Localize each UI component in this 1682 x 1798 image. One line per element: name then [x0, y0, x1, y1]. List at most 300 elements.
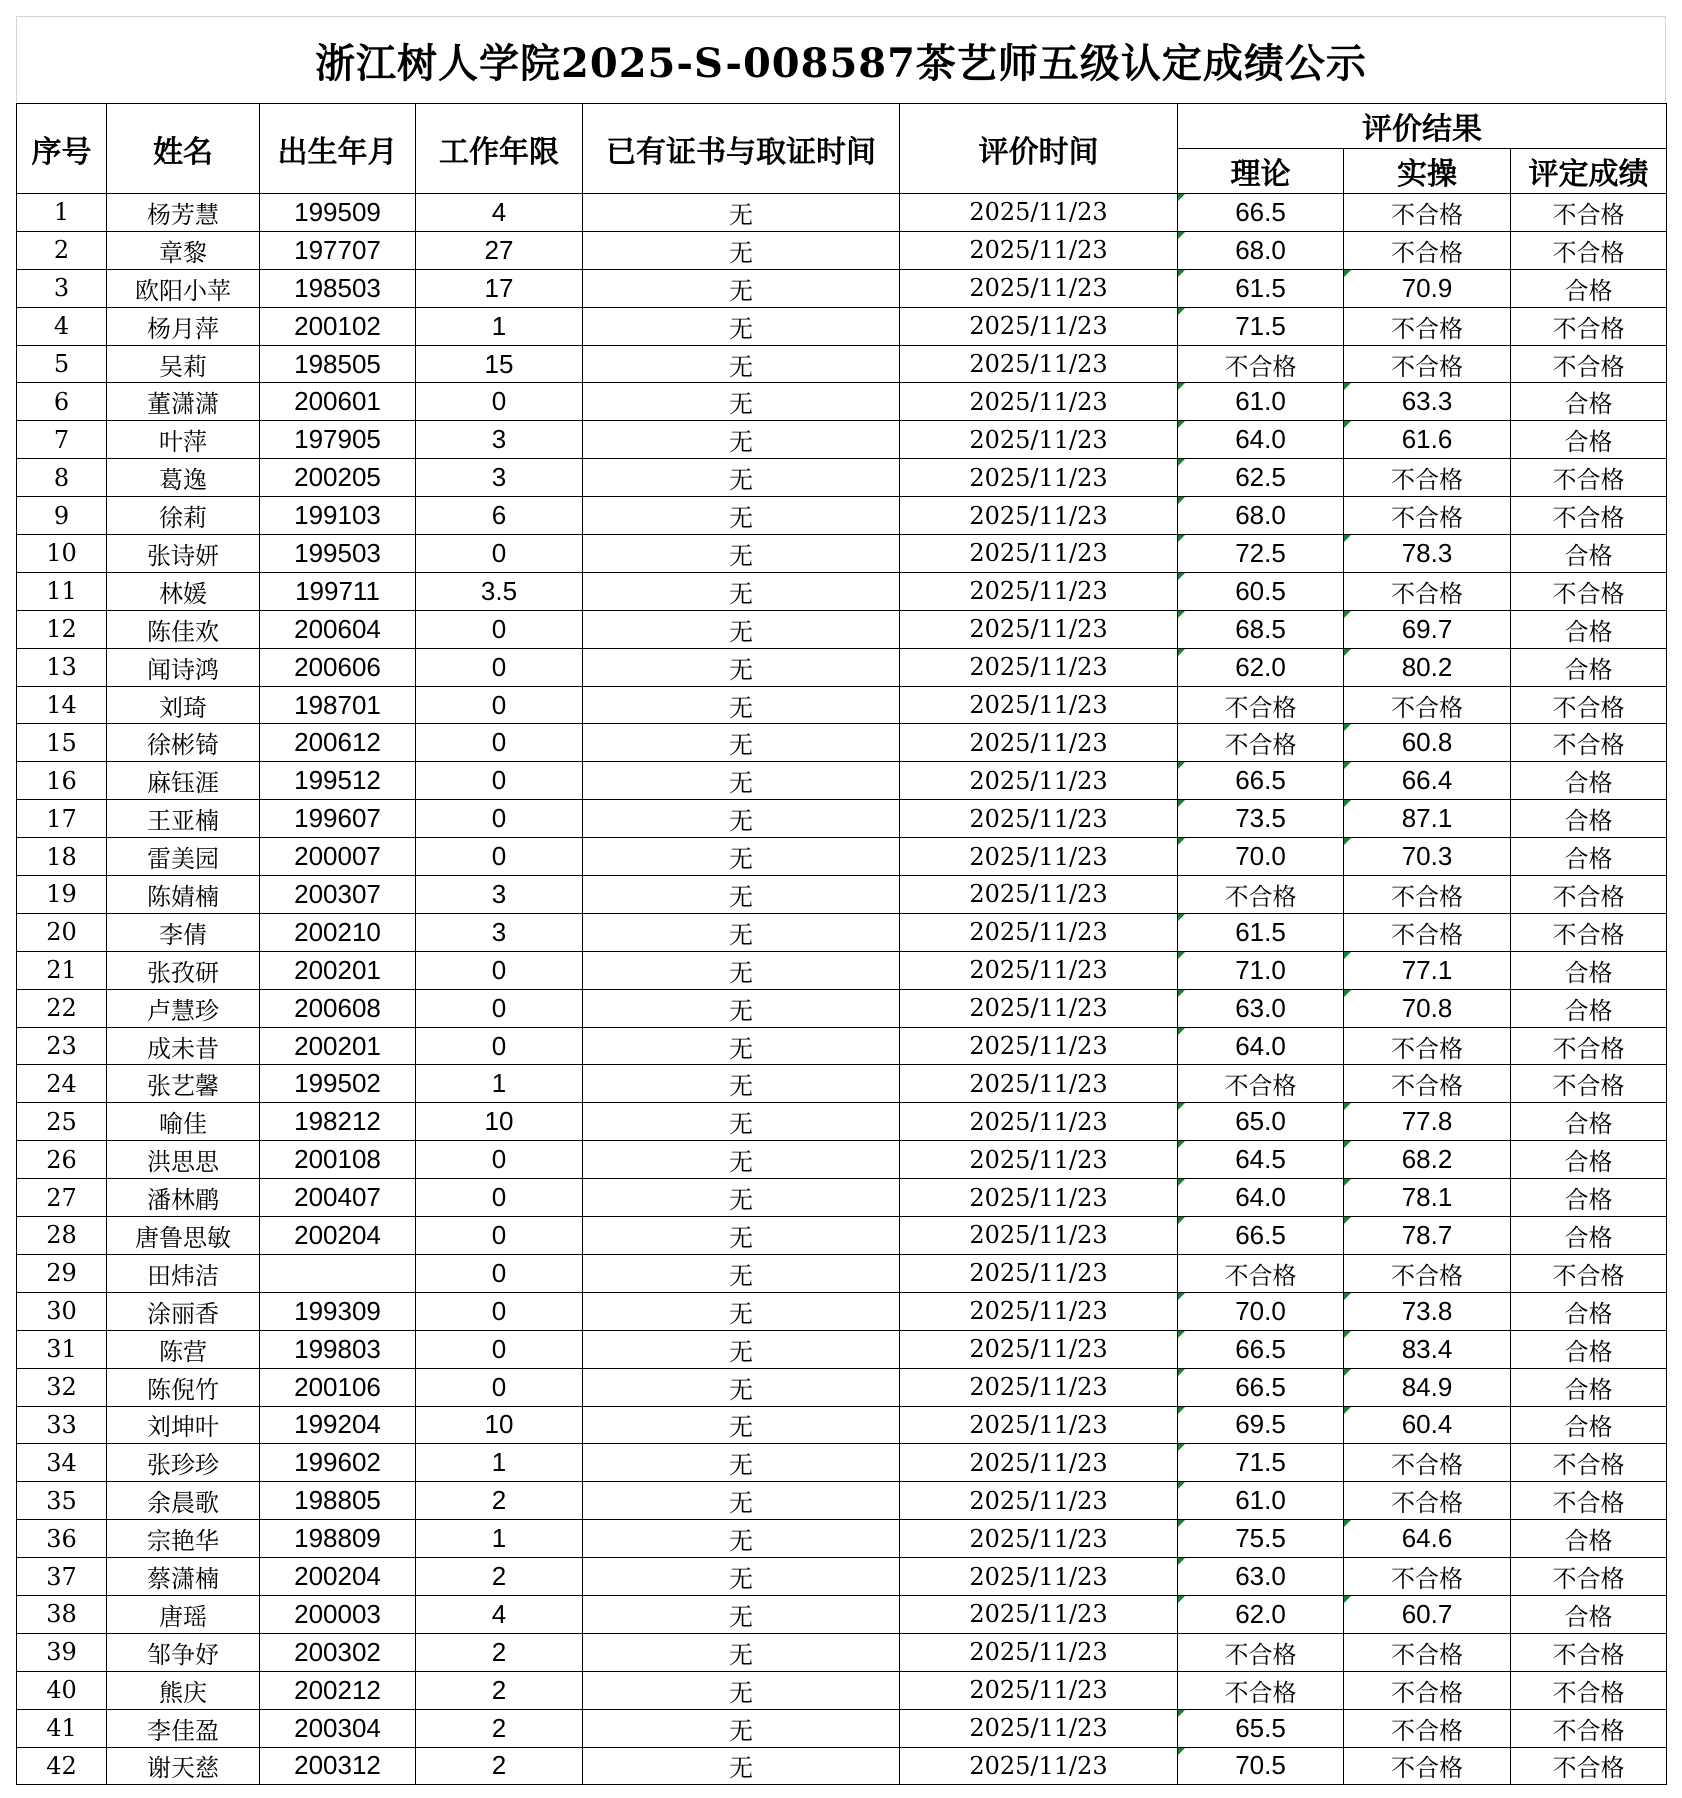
- practice-cell: 不合格: [1344, 1633, 1511, 1671]
- name-cell: 陈倪竹: [107, 1368, 260, 1406]
- table-row: [17, 345, 1667, 383]
- table-row: [17, 1709, 1667, 1747]
- seq-cell: 37: [17, 1558, 107, 1596]
- final-cell: 不合格: [1511, 1558, 1667, 1596]
- eval-time-cell: 2025/11/23: [900, 1179, 1178, 1217]
- final-cell: 不合格: [1511, 1254, 1667, 1292]
- theory-cell: 60.5: [1178, 572, 1344, 610]
- eval-time-cell: 2025/11/23: [900, 459, 1178, 497]
- seq-cell: 19: [17, 876, 107, 914]
- header-result-group: 评价结果: [1178, 104, 1667, 149]
- work-years-cell: 3.5: [416, 572, 583, 610]
- seq-cell: 36: [17, 1520, 107, 1558]
- birth-cell: 200606: [260, 648, 416, 686]
- theory-cell: 不合格: [1178, 1671, 1344, 1709]
- work-years-cell: 1: [416, 1520, 583, 1558]
- practice-cell: 不合格: [1344, 497, 1511, 535]
- eval-time-cell: 2025/11/23: [900, 1368, 1178, 1406]
- final-cell: 合格: [1511, 1141, 1667, 1179]
- name-cell: 成未昔: [107, 1027, 260, 1065]
- eval-time-cell: 2025/11/23: [900, 535, 1178, 573]
- table-row: [17, 1254, 1667, 1292]
- birth-cell: 199607: [260, 800, 416, 838]
- practice-cell: 73.8: [1344, 1292, 1511, 1330]
- certificate-cell: 无: [583, 762, 900, 800]
- final-cell: 不合格: [1511, 497, 1667, 535]
- practice-cell: 70.3: [1344, 838, 1511, 876]
- name-cell: 张艺馨: [107, 1065, 260, 1103]
- seq-cell: 42: [17, 1747, 107, 1785]
- theory-cell: 64.0: [1178, 421, 1344, 459]
- name-cell: 欧阳小苹: [107, 269, 260, 307]
- name-cell: 熊庆: [107, 1671, 260, 1709]
- table-row: [17, 876, 1667, 914]
- theory-cell: 70.0: [1178, 838, 1344, 876]
- name-cell: 洪思思: [107, 1141, 260, 1179]
- work-years-cell: 0: [416, 1254, 583, 1292]
- eval-time-cell: 2025/11/23: [900, 1633, 1178, 1671]
- practice-cell: 不合格: [1344, 913, 1511, 951]
- final-cell: 不合格: [1511, 194, 1667, 232]
- seq-cell: 8: [17, 459, 107, 497]
- seq-cell: 3: [17, 269, 107, 307]
- final-cell: 不合格: [1511, 1747, 1667, 1785]
- table-row: [17, 1027, 1667, 1065]
- certificate-cell: 无: [583, 1368, 900, 1406]
- table-row: [17, 1141, 1667, 1179]
- birth-cell: 200407: [260, 1179, 416, 1217]
- final-cell: 合格: [1511, 1368, 1667, 1406]
- certificate-cell: 无: [583, 838, 900, 876]
- birth-cell: 200212: [260, 1671, 416, 1709]
- theory-cell: 68.0: [1178, 231, 1344, 269]
- theory-cell: 65.5: [1178, 1709, 1344, 1747]
- eval-time-cell: 2025/11/23: [900, 876, 1178, 914]
- birth-cell: 200304: [260, 1709, 416, 1747]
- theory-cell: 64.5: [1178, 1141, 1344, 1179]
- table-row: [17, 1217, 1667, 1255]
- final-cell: 不合格: [1511, 913, 1667, 951]
- work-years-cell: 3: [416, 459, 583, 497]
- birth-cell: 198505: [260, 345, 416, 383]
- work-years-cell: 2: [416, 1633, 583, 1671]
- header-work-years: 工作年限: [416, 104, 583, 194]
- seq-cell: 26: [17, 1141, 107, 1179]
- final-cell: 不合格: [1511, 1633, 1667, 1671]
- table-row: [17, 686, 1667, 724]
- work-years-cell: 0: [416, 989, 583, 1027]
- seq-cell: 2: [17, 231, 107, 269]
- work-years-cell: 0: [416, 686, 583, 724]
- certificate-cell: 无: [583, 1747, 900, 1785]
- theory-cell: 不合格: [1178, 686, 1344, 724]
- practice-cell: 不合格: [1344, 1065, 1511, 1103]
- eval-time-cell: 2025/11/23: [900, 1027, 1178, 1065]
- practice-cell: 不合格: [1344, 1747, 1511, 1785]
- certificate-cell: 无: [583, 459, 900, 497]
- table-row: [17, 1406, 1667, 1444]
- eval-time-cell: 2025/11/23: [900, 762, 1178, 800]
- practice-cell: 60.7: [1344, 1595, 1511, 1633]
- name-cell: 麻钰涯: [107, 762, 260, 800]
- name-cell: 章黎: [107, 231, 260, 269]
- seq-cell: 10: [17, 535, 107, 573]
- table-row: [17, 535, 1667, 573]
- birth-cell: 199103: [260, 497, 416, 535]
- eval-time-cell: 2025/11/23: [900, 989, 1178, 1027]
- eval-time-cell: 2025/11/23: [900, 345, 1178, 383]
- name-cell: 吴莉: [107, 345, 260, 383]
- practice-cell: 77.8: [1344, 1103, 1511, 1141]
- name-cell: 田炜洁: [107, 1254, 260, 1292]
- practice-cell: 不合格: [1344, 1558, 1511, 1596]
- birth-cell: 200201: [260, 1027, 416, 1065]
- certificate-cell: 无: [583, 913, 900, 951]
- theory-cell: 69.5: [1178, 1406, 1344, 1444]
- work-years-cell: 0: [416, 1141, 583, 1179]
- practice-cell: 不合格: [1344, 194, 1511, 232]
- seq-cell: 1: [17, 194, 107, 232]
- eval-time-cell: 2025/11/23: [900, 231, 1178, 269]
- theory-cell: 68.5: [1178, 610, 1344, 648]
- birth-cell: 200007: [260, 838, 416, 876]
- table-row: [17, 1103, 1667, 1141]
- birth-cell: 200204: [260, 1217, 416, 1255]
- header-theory: 理论: [1178, 149, 1344, 194]
- theory-cell: 71.5: [1178, 307, 1344, 345]
- work-years-cell: 10: [416, 1406, 583, 1444]
- eval-time-cell: 2025/11/23: [900, 194, 1178, 232]
- practice-cell: 70.9: [1344, 269, 1511, 307]
- seq-cell: 40: [17, 1671, 107, 1709]
- final-cell: 合格: [1511, 269, 1667, 307]
- birth-cell: 200205: [260, 459, 416, 497]
- birth-cell: 199711: [260, 572, 416, 610]
- table-row: [17, 1330, 1667, 1368]
- work-years-cell: 15: [416, 345, 583, 383]
- table-row: [17, 762, 1667, 800]
- seq-cell: 38: [17, 1595, 107, 1633]
- name-cell: 杨月萍: [107, 307, 260, 345]
- seq-cell: 31: [17, 1330, 107, 1368]
- certificate-cell: 无: [583, 648, 900, 686]
- theory-cell: 不合格: [1178, 724, 1344, 762]
- eval-time-cell: 2025/11/23: [900, 1558, 1178, 1596]
- certificate-cell: 无: [583, 1482, 900, 1520]
- seq-cell: 25: [17, 1103, 107, 1141]
- seq-cell: 29: [17, 1254, 107, 1292]
- practice-cell: 不合格: [1344, 876, 1511, 914]
- name-cell: 叶萍: [107, 421, 260, 459]
- work-years-cell: 17: [416, 269, 583, 307]
- final-cell: 不合格: [1511, 1065, 1667, 1103]
- seq-cell: 14: [17, 686, 107, 724]
- theory-cell: 不合格: [1178, 1065, 1344, 1103]
- theory-cell: 71.5: [1178, 1444, 1344, 1482]
- birth-cell: 198809: [260, 1520, 416, 1558]
- practice-cell: 78.7: [1344, 1217, 1511, 1255]
- table-row: [17, 1595, 1667, 1633]
- seq-cell: 4: [17, 307, 107, 345]
- certificate-cell: 无: [583, 307, 900, 345]
- certificate-cell: 无: [583, 231, 900, 269]
- theory-cell: 66.5: [1178, 1217, 1344, 1255]
- certificate-cell: 无: [583, 1179, 900, 1217]
- header-name: 姓名: [107, 104, 260, 194]
- theory-cell: 63.0: [1178, 989, 1344, 1027]
- work-years-cell: 1: [416, 1065, 583, 1103]
- final-cell: 合格: [1511, 989, 1667, 1027]
- certificate-cell: 无: [583, 1330, 900, 1368]
- final-cell: 合格: [1511, 1179, 1667, 1217]
- final-cell: 不合格: [1511, 459, 1667, 497]
- eval-time-cell: 2025/11/23: [900, 1671, 1178, 1709]
- work-years-cell: 10: [416, 1103, 583, 1141]
- table-body: [17, 194, 1667, 1785]
- practice-cell: 不合格: [1344, 231, 1511, 269]
- work-years-cell: 0: [416, 800, 583, 838]
- eval-time-cell: 2025/11/23: [900, 269, 1178, 307]
- practice-cell: 68.2: [1344, 1141, 1511, 1179]
- seq-cell: 18: [17, 838, 107, 876]
- birth-cell: 200307: [260, 876, 416, 914]
- name-cell: 谢天慈: [107, 1747, 260, 1785]
- certificate-cell: 无: [583, 1444, 900, 1482]
- name-cell: 张诗妍: [107, 535, 260, 573]
- header-seq: 序号: [17, 104, 107, 194]
- theory-cell: 72.5: [1178, 535, 1344, 573]
- name-cell: 徐彬锜: [107, 724, 260, 762]
- work-years-cell: 1: [416, 307, 583, 345]
- certificate-cell: 无: [583, 800, 900, 838]
- final-cell: 不合格: [1511, 345, 1667, 383]
- header-practice: 实操: [1344, 149, 1511, 194]
- final-cell: 不合格: [1511, 231, 1667, 269]
- final-cell: 合格: [1511, 1520, 1667, 1558]
- name-cell: 刘坤叶: [107, 1406, 260, 1444]
- work-years-cell: 3: [416, 913, 583, 951]
- birth-cell: 200612: [260, 724, 416, 762]
- seq-cell: 24: [17, 1065, 107, 1103]
- certificate-cell: 无: [583, 1520, 900, 1558]
- certificate-cell: 无: [583, 876, 900, 914]
- theory-cell: 不合格: [1178, 876, 1344, 914]
- name-cell: 闻诗鸿: [107, 648, 260, 686]
- final-cell: 不合格: [1511, 1444, 1667, 1482]
- work-years-cell: 0: [416, 1217, 583, 1255]
- seq-cell: 7: [17, 421, 107, 459]
- practice-cell: 78.1: [1344, 1179, 1511, 1217]
- work-years-cell: 0: [416, 1179, 583, 1217]
- theory-cell: 61.5: [1178, 269, 1344, 307]
- final-cell: 不合格: [1511, 307, 1667, 345]
- final-cell: 合格: [1511, 800, 1667, 838]
- table-row: [17, 497, 1667, 535]
- eval-time-cell: 2025/11/23: [900, 1595, 1178, 1633]
- name-cell: 卢慧珍: [107, 989, 260, 1027]
- theory-cell: 66.5: [1178, 1330, 1344, 1368]
- certificate-cell: 无: [583, 1141, 900, 1179]
- seq-cell: 32: [17, 1368, 107, 1406]
- seq-cell: 33: [17, 1406, 107, 1444]
- name-cell: 董潇潇: [107, 383, 260, 421]
- final-cell: 不合格: [1511, 686, 1667, 724]
- name-cell: 杨芳慧: [107, 194, 260, 232]
- work-years-cell: 0: [416, 724, 583, 762]
- table-row: [17, 459, 1667, 497]
- certificate-cell: 无: [583, 1065, 900, 1103]
- eval-time-cell: 2025/11/23: [900, 648, 1178, 686]
- table-row: [17, 1444, 1667, 1482]
- theory-cell: 61.0: [1178, 383, 1344, 421]
- table-row: [17, 1292, 1667, 1330]
- theory-cell: 65.0: [1178, 1103, 1344, 1141]
- eval-time-cell: 2025/11/23: [900, 1103, 1178, 1141]
- practice-cell: 63.3: [1344, 383, 1511, 421]
- seq-cell: 12: [17, 610, 107, 648]
- birth-cell: 200106: [260, 1368, 416, 1406]
- theory-cell: 75.5: [1178, 1520, 1344, 1558]
- birth-cell: 200003: [260, 1595, 416, 1633]
- final-cell: 合格: [1511, 421, 1667, 459]
- work-years-cell: 0: [416, 1330, 583, 1368]
- certificate-cell: 无: [583, 572, 900, 610]
- work-years-cell: 0: [416, 383, 583, 421]
- certificate-cell: 无: [583, 724, 900, 762]
- birth-cell: 200608: [260, 989, 416, 1027]
- practice-cell: 不合格: [1344, 686, 1511, 724]
- certificate-cell: 无: [583, 497, 900, 535]
- eval-time-cell: 2025/11/23: [900, 497, 1178, 535]
- certificate-cell: 无: [583, 1217, 900, 1255]
- eval-time-cell: 2025/11/23: [900, 1141, 1178, 1179]
- table-row: [17, 724, 1667, 762]
- theory-cell: 62.0: [1178, 648, 1344, 686]
- final-cell: 合格: [1511, 762, 1667, 800]
- work-years-cell: 0: [416, 1292, 583, 1330]
- final-cell: 合格: [1511, 1292, 1667, 1330]
- theory-cell: 68.0: [1178, 497, 1344, 535]
- work-years-cell: 6: [416, 497, 583, 535]
- eval-time-cell: 2025/11/23: [900, 1406, 1178, 1444]
- birth-cell: 198805: [260, 1482, 416, 1520]
- practice-cell: 不合格: [1344, 1671, 1511, 1709]
- seq-cell: 27: [17, 1179, 107, 1217]
- birth-cell: 197905: [260, 421, 416, 459]
- name-cell: 张孜研: [107, 951, 260, 989]
- seq-cell: 21: [17, 951, 107, 989]
- final-cell: 不合格: [1511, 1482, 1667, 1520]
- birth-cell: 200312: [260, 1747, 416, 1785]
- certificate-cell: 无: [583, 1254, 900, 1292]
- table-row: [17, 610, 1667, 648]
- eval-time-cell: 2025/11/23: [900, 1330, 1178, 1368]
- birth-cell: 199309: [260, 1292, 416, 1330]
- birth-cell: 198212: [260, 1103, 416, 1141]
- birth-cell: 199204: [260, 1406, 416, 1444]
- practice-cell: 不合格: [1344, 1482, 1511, 1520]
- theory-cell: 70.5: [1178, 1747, 1344, 1785]
- birth-cell: 200204: [260, 1558, 416, 1596]
- final-cell: 合格: [1511, 1406, 1667, 1444]
- seq-cell: 20: [17, 913, 107, 951]
- table-row: [17, 1671, 1667, 1709]
- birth-cell: 200210: [260, 913, 416, 951]
- page-title: 浙江树人学院2025-S-008587茶艺师五级认定成绩公示: [16, 16, 1666, 103]
- eval-time-cell: 2025/11/23: [900, 1747, 1178, 1785]
- birth-cell: [260, 1254, 416, 1292]
- seq-cell: 41: [17, 1709, 107, 1747]
- birth-cell: 200601: [260, 383, 416, 421]
- seq-cell: 34: [17, 1444, 107, 1482]
- practice-cell: 83.4: [1344, 1330, 1511, 1368]
- birth-cell: 200102: [260, 307, 416, 345]
- table-row: [17, 1179, 1667, 1217]
- final-cell: 不合格: [1511, 724, 1667, 762]
- final-cell: 不合格: [1511, 572, 1667, 610]
- name-cell: 潘林鹛: [107, 1179, 260, 1217]
- practice-cell: 不合格: [1344, 1709, 1511, 1747]
- birth-cell: 199509: [260, 194, 416, 232]
- table-row: [17, 1368, 1667, 1406]
- table-row: [17, 1520, 1667, 1558]
- name-cell: 喻佳: [107, 1103, 260, 1141]
- birth-cell: 200108: [260, 1141, 416, 1179]
- practice-cell: 不合格: [1344, 1027, 1511, 1065]
- eval-time-cell: 2025/11/23: [900, 1482, 1178, 1520]
- final-cell: 不合格: [1511, 1709, 1667, 1747]
- name-cell: 李倩: [107, 913, 260, 951]
- name-cell: 宗艳华: [107, 1520, 260, 1558]
- seq-cell: 9: [17, 497, 107, 535]
- name-cell: 蔡潇楠: [107, 1558, 260, 1596]
- birth-cell: 200604: [260, 610, 416, 648]
- practice-cell: 不合格: [1344, 572, 1511, 610]
- work-years-cell: 3: [416, 876, 583, 914]
- practice-cell: 不合格: [1344, 1444, 1511, 1482]
- work-years-cell: 0: [416, 1368, 583, 1406]
- certificate-cell: 无: [583, 1406, 900, 1444]
- birth-cell: 199512: [260, 762, 416, 800]
- birth-cell: 198503: [260, 269, 416, 307]
- table-row: [17, 800, 1667, 838]
- seq-cell: 5: [17, 345, 107, 383]
- practice-cell: 不合格: [1344, 459, 1511, 497]
- seq-cell: 22: [17, 989, 107, 1027]
- eval-time-cell: 2025/11/23: [900, 1065, 1178, 1103]
- work-years-cell: 3: [416, 421, 583, 459]
- final-cell: 合格: [1511, 535, 1667, 573]
- name-cell: 林媛: [107, 572, 260, 610]
- final-cell: 合格: [1511, 1330, 1667, 1368]
- theory-cell: 66.5: [1178, 1368, 1344, 1406]
- header-eval-time: 评价时间: [900, 104, 1178, 194]
- name-cell: 徐莉: [107, 497, 260, 535]
- birth-cell: 199502: [260, 1065, 416, 1103]
- table-row: [17, 231, 1667, 269]
- birth-cell: 197707: [260, 231, 416, 269]
- seq-cell: 35: [17, 1482, 107, 1520]
- final-cell: 合格: [1511, 1217, 1667, 1255]
- table-row: [17, 269, 1667, 307]
- final-cell: 合格: [1511, 951, 1667, 989]
- work-years-cell: 2: [416, 1671, 583, 1709]
- practice-cell: 60.4: [1344, 1406, 1511, 1444]
- final-cell: 合格: [1511, 383, 1667, 421]
- name-cell: 雷美园: [107, 838, 260, 876]
- final-cell: 合格: [1511, 1595, 1667, 1633]
- theory-cell: 63.0: [1178, 1558, 1344, 1596]
